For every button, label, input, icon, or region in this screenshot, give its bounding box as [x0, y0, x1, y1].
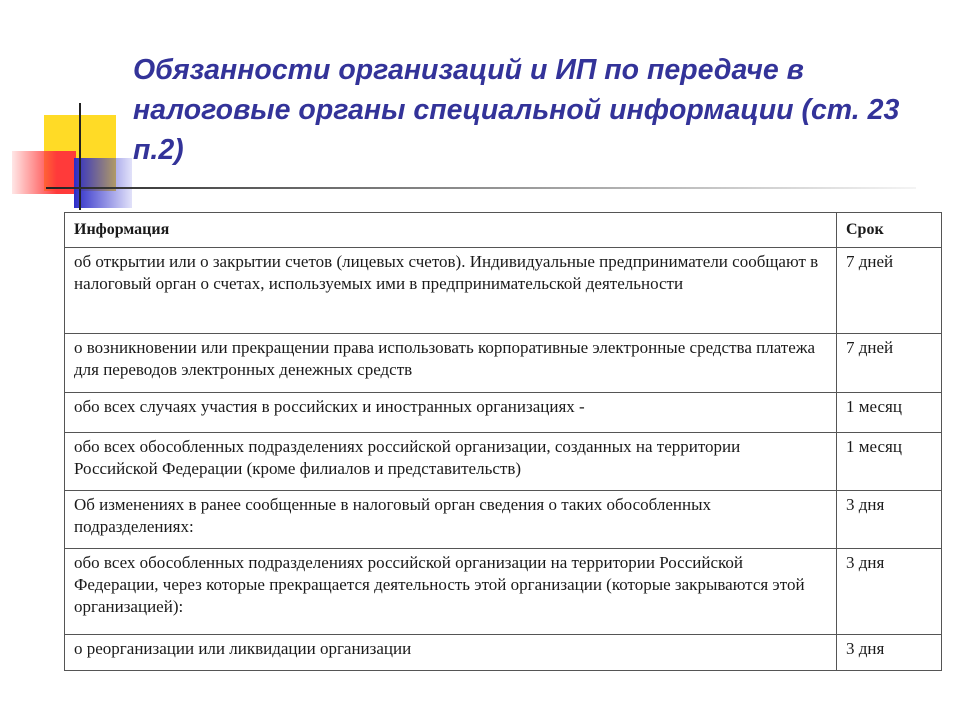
row-term: 3 дня: [837, 549, 942, 635]
row-info: обо всех случаях участия в российских и иностранных организациях -: [65, 393, 837, 433]
header-term: Срок: [837, 213, 942, 248]
table-row: [65, 433, 942, 491]
row-info: обо всех обособленных подразделениях российской организации на территории Российской Федерации, через которые прекращается деятельность этой организации (которые закрываются этой организацией):: [65, 549, 837, 635]
row-info: об открытии или о закрытии счетов (лицевых счетов). Индивидуальные предприниматели сообщают в налоговый орган о счетах, используемых ими в предпринимательской деятельности: [65, 248, 837, 334]
table-row: [65, 393, 942, 433]
row-term: 3 дня: [837, 635, 942, 671]
row-term: 1 месяц: [837, 433, 942, 491]
slide-title: Обязанности организаций и ИП по передаче в налоговые органы специальной информации (ст. 23 п.2): [133, 54, 900, 166]
row-info: о реорганизации или ликвидации организации: [65, 635, 837, 671]
decor-horizontal-line: [46, 187, 916, 189]
row-term: 1 месяц: [837, 393, 942, 433]
table-row: [65, 248, 942, 334]
table-header-row: [65, 213, 942, 248]
row-term: 3 дня: [837, 491, 942, 549]
row-term: 7 дней: [837, 334, 942, 393]
table-row: [65, 635, 942, 671]
table-row: [65, 334, 942, 393]
table-row: [65, 491, 942, 549]
row-info: обо всех обособленных подразделениях российской организации, созданных на территории Российской Федерации (кроме филиалов и представительств): [65, 433, 837, 491]
row-info: Об изменениях в ранее сообщенные в налоговый орган сведения о таких обособленных подразделениях:: [65, 491, 837, 549]
row-term: 7 дней: [837, 248, 942, 334]
decor-blue-square: [74, 158, 132, 208]
decor-vertical-line: [79, 103, 81, 210]
info-table: [64, 212, 942, 671]
table-row: [65, 549, 942, 635]
header-info: Информация: [65, 213, 837, 248]
row-info: о возникновении или прекращении права использовать корпоративные электронные средства платежа для переводов электронных денежных средств: [65, 334, 837, 393]
